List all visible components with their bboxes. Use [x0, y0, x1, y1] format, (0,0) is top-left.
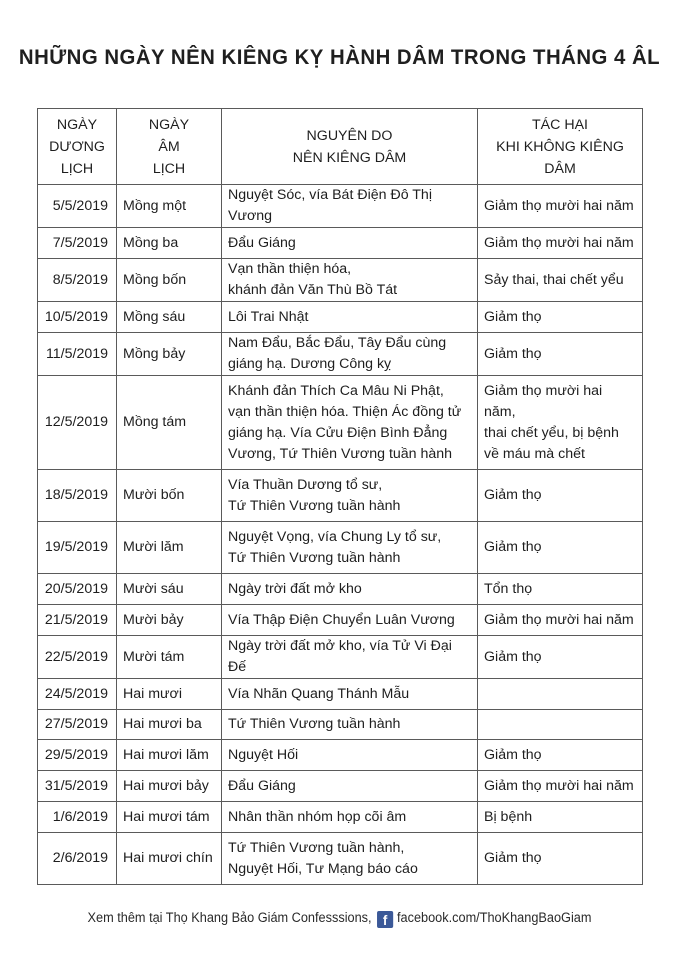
- reason-cell: Nguyệt Vọng, vía Chung Ly tổ sư, Tứ Thiên Vương tuần hành: [222, 522, 478, 574]
- lunar-date-cell: Hai mươi ba: [117, 710, 222, 740]
- solar-date-cell: 7/5/2019: [38, 228, 117, 259]
- solar-date-cell: 10/5/2019: [38, 302, 117, 333]
- page-title: NHỮNG NGÀY NÊN KIÊNG KỴ HÀNH DÂM TRONG THÁNG 4 ÂL: [18, 46, 661, 69]
- reason-cell: Tứ Thiên Vương tuần hành: [222, 710, 478, 740]
- table-row: [38, 185, 643, 228]
- lunar-date-cell: Mười bốn: [117, 470, 222, 522]
- table-row: [38, 679, 643, 710]
- reason-cell: Ngày trời đất mở kho, vía Tử Vi Đại Đế: [222, 636, 478, 679]
- solar-date-cell: 12/5/2019: [38, 376, 117, 470]
- table-row: [38, 470, 643, 522]
- harm-cell: Giảm thọ mười hai năm: [478, 605, 643, 636]
- reason-cell: Vía Thập Điện Chuyển Luân Vương: [222, 605, 478, 636]
- table-row: [38, 376, 643, 470]
- lunar-date-cell: Mồng ba: [117, 228, 222, 259]
- table-row: [38, 228, 643, 259]
- abstinence-table: [37, 108, 643, 885]
- harm-cell: Bị bệnh: [478, 802, 643, 833]
- reason-cell: Tứ Thiên Vương tuần hành, Nguyệt Hối, Tư Mạng báo cáo: [222, 833, 478, 885]
- table-row: [38, 333, 643, 376]
- table-row: [38, 522, 643, 574]
- harm-cell: Giảm thọ mười hai năm: [478, 771, 643, 802]
- harm-cell: Tổn thọ: [478, 574, 643, 605]
- table-row: [38, 574, 643, 605]
- header-lunar-date: NGÀY ÂM LỊCH: [117, 109, 222, 185]
- harm-cell: Giảm thọ: [478, 470, 643, 522]
- solar-date-cell: 22/5/2019: [38, 636, 117, 679]
- table-body: [38, 185, 643, 885]
- lunar-date-cell: Mồng một: [117, 185, 222, 228]
- solar-date-cell: 20/5/2019: [38, 574, 117, 605]
- reason-cell: Khánh đản Thích Ca Mâu Ni Phật, vạn thần thiện hóa. Thiện Ác đồng tử giáng hạ. Vía Cửu Điện Bình Đẳng Vương, Tứ Thiên Vương tuần hành: [222, 376, 478, 470]
- reason-cell: Lôi Trai Nhật: [222, 302, 478, 333]
- reason-cell: Đẩu Giáng: [222, 228, 478, 259]
- table-row: [38, 771, 643, 802]
- lunar-date-cell: Hai mươi: [117, 679, 222, 710]
- solar-date-cell: 2/6/2019: [38, 833, 117, 885]
- reason-cell: Vía Nhãn Quang Thánh Mẫu: [222, 679, 478, 710]
- header-solar-date: NGÀY DƯƠNG LỊCH: [38, 109, 117, 185]
- solar-date-cell: 1/6/2019: [38, 802, 117, 833]
- solar-date-cell: 29/5/2019: [38, 740, 117, 771]
- harm-cell: Giảm thọ mười hai năm: [478, 228, 643, 259]
- harm-cell: Giảm thọ: [478, 522, 643, 574]
- solar-date-cell: 27/5/2019: [38, 710, 117, 740]
- reason-cell: Nguyệt Hối: [222, 740, 478, 771]
- reason-cell: Ngày trời đất mở kho: [222, 574, 478, 605]
- solar-date-cell: 24/5/2019: [38, 679, 117, 710]
- harm-cell: Giảm thọ: [478, 333, 643, 376]
- table-row: [38, 740, 643, 771]
- solar-date-cell: 31/5/2019: [38, 771, 117, 802]
- lunar-date-cell: Mười tám: [117, 636, 222, 679]
- solar-date-cell: 8/5/2019: [38, 259, 117, 302]
- lunar-date-cell: Mười bảy: [117, 605, 222, 636]
- reason-cell: Vạn thần thiện hóa, khánh đản Văn Thù Bồ Tát: [222, 259, 478, 302]
- facebook-link[interactable]: facebook.com/ThoKhangBaoGiam: [396, 910, 592, 925]
- lunar-date-cell: Mười lăm: [117, 522, 222, 574]
- reason-cell: Nguyệt Sóc, vía Bát Điện Đô Thị Vương: [222, 185, 478, 228]
- lunar-date-cell: Mồng bảy: [117, 333, 222, 376]
- table-row: [38, 302, 643, 333]
- harm-cell: Giảm thọ: [478, 636, 643, 679]
- harm-cell: Giảm thọ: [478, 740, 643, 771]
- lunar-date-cell: Mồng sáu: [117, 302, 222, 333]
- table-row: [38, 710, 643, 740]
- reason-cell: Vía Thuần Dương tổ sư, Tứ Thiên Vương tuần hành: [222, 470, 478, 522]
- harm-cell: Giảm thọ mười hai năm: [478, 185, 643, 228]
- footer-text: Xem thêm tại Thọ Khang Bảo Giám Confesssions,: [87, 910, 372, 925]
- table-row: [38, 605, 643, 636]
- reason-cell: Nhân thần nhóm họp cõi âm: [222, 802, 478, 833]
- lunar-date-cell: Hai mươi lăm: [117, 740, 222, 771]
- table-row: [38, 636, 643, 679]
- harm-cell: [478, 679, 643, 710]
- lunar-date-cell: Hai mươi tám: [117, 802, 222, 833]
- table-row: [38, 259, 643, 302]
- harm-cell: [478, 710, 643, 740]
- table-row: [38, 802, 643, 833]
- solar-date-cell: 21/5/2019: [38, 605, 117, 636]
- lunar-date-cell: Mồng bốn: [117, 259, 222, 302]
- lunar-date-cell: Hai mươi chín: [117, 833, 222, 885]
- lunar-date-cell: Hai mươi bảy: [117, 771, 222, 802]
- reason-cell: Nam Đẩu, Bắc Đẩu, Tây Đẩu cùng giáng hạ. Dương Công kỵ: [222, 333, 478, 376]
- facebook-icon: f: [377, 911, 393, 928]
- solar-date-cell: 19/5/2019: [38, 522, 117, 574]
- lunar-date-cell: Mười sáu: [117, 574, 222, 605]
- header-harm: TÁC HẠI KHI KHÔNG KIÊNG DÂM: [478, 109, 643, 185]
- table-row: [38, 833, 643, 885]
- solar-date-cell: 18/5/2019: [38, 470, 117, 522]
- solar-date-cell: 11/5/2019: [38, 333, 117, 376]
- lunar-date-cell: Mồng tám: [117, 376, 222, 470]
- harm-cell: Sảy thai, thai chết yểu: [478, 259, 643, 302]
- harm-cell: Giảm thọ: [478, 833, 643, 885]
- footer: [17, 910, 662, 928]
- solar-date-cell: 5/5/2019: [38, 185, 117, 228]
- header-reason: NGUYÊN DO NÊN KIÊNG DÂM: [222, 109, 478, 185]
- harm-cell: Giảm thọ mười hai năm, thai chết yểu, bị bệnh về máu mà chết: [478, 376, 643, 470]
- table-header-row: [38, 109, 643, 185]
- reason-cell: Đẩu Giáng: [222, 771, 478, 802]
- harm-cell: Giảm thọ: [478, 302, 643, 333]
